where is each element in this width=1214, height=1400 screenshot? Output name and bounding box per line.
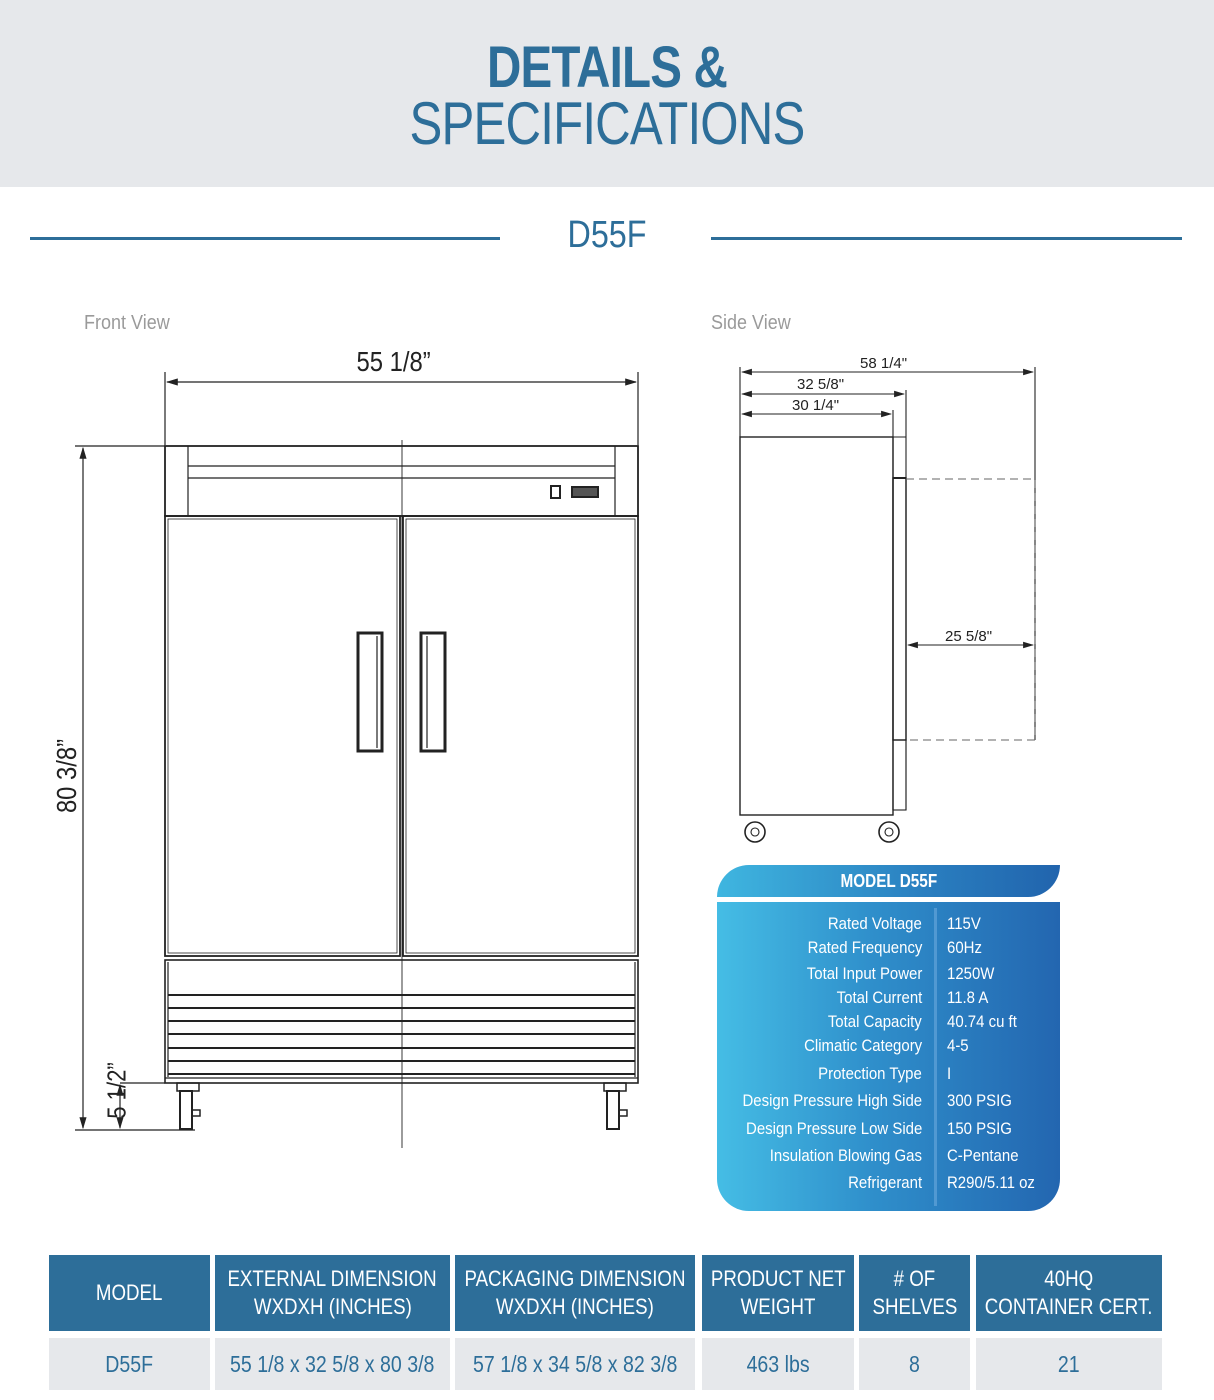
front-height-dim: 80 3/8” — [51, 738, 82, 814]
front-view-label: Front View — [84, 312, 170, 334]
table-header-packaging-dimension: PACKAGING DIMENSION WXDXH (INCHES) — [455, 1255, 695, 1331]
table-cell-container-cert: 21 — [976, 1338, 1162, 1390]
front-view-drawing — [75, 372, 638, 1148]
table-header-model: MODEL — [49, 1255, 210, 1331]
table-cell-net-weight: 463 lbs — [702, 1338, 854, 1390]
table-header-shelves: # OF SHELVES — [859, 1255, 970, 1331]
spec-row-total-current: Total Current 11.8 A — [836, 988, 989, 1007]
spec-panel-title: MODEL D55F — [717, 865, 1060, 897]
table-header-container-cert: 40HQ CONTAINER CERT. — [976, 1255, 1162, 1331]
front-width-dim: 55 1/8” — [356, 346, 431, 377]
spec-panel — [717, 865, 1060, 1211]
table-cell-shelves: 8 — [859, 1338, 970, 1390]
page-title-line1: DETAILS & — [486, 35, 728, 100]
page-title-line2: SPECIFICATIONS — [409, 90, 805, 157]
table-cell-model: D55F — [49, 1338, 210, 1390]
table-header-external-dimension: EXTERNAL DIMENSION WXDXH (INCHES) — [215, 1255, 450, 1331]
side-open-depth-dim: 58 1/4" — [860, 355, 908, 372]
front-caster-dim: 5 1/2” — [101, 1062, 132, 1119]
spec-row-pressure-low: Design Pressure Low Side 150 PSIG — [745, 1119, 1012, 1138]
spec-row-rated-voltage: Rated Voltage 115V — [828, 914, 981, 933]
side-view-label: Side View — [711, 312, 791, 334]
table-header-net-weight: PRODUCT NET WEIGHT — [702, 1255, 854, 1331]
table-cell-external-dimension: 55 1/8 x 32 5/8 x 80 3/8 — [215, 1338, 450, 1390]
spec-panel-body — [717, 902, 1060, 1211]
table-cell-packaging-dimension: 57 1/8 x 34 5/8 x 82 3/8 — [455, 1338, 695, 1390]
side-view-drawing — [740, 367, 1035, 842]
side-body-depth-dim: 30 1/4" — [792, 397, 840, 414]
spec-row-insulation-gas: Insulation Blowing Gas C-Pentane — [769, 1146, 1019, 1165]
model-title: D55F — [567, 214, 647, 256]
spec-row-rated-frequency: Rated Frequency 60Hz — [807, 938, 982, 957]
spec-row-protection-type: Protection Type I — [818, 1064, 952, 1083]
spec-row-input-power: Total Input Power 1250W — [806, 964, 995, 983]
spec-row-total-capacity: Total Capacity 40.74 cu ft — [828, 1012, 1017, 1031]
side-door-swing-dim: 25 5/8" — [945, 628, 993, 645]
side-total-depth-dim: 32 5/8" — [797, 376, 845, 393]
spec-row-pressure-high: Design Pressure High Side 300 PSIG — [742, 1091, 1012, 1110]
spec-row-refrigerant: Refrigerant R290/5.11 oz — [847, 1173, 1035, 1192]
spec-row-climatic-category: Climatic Category 4-5 — [803, 1036, 969, 1055]
